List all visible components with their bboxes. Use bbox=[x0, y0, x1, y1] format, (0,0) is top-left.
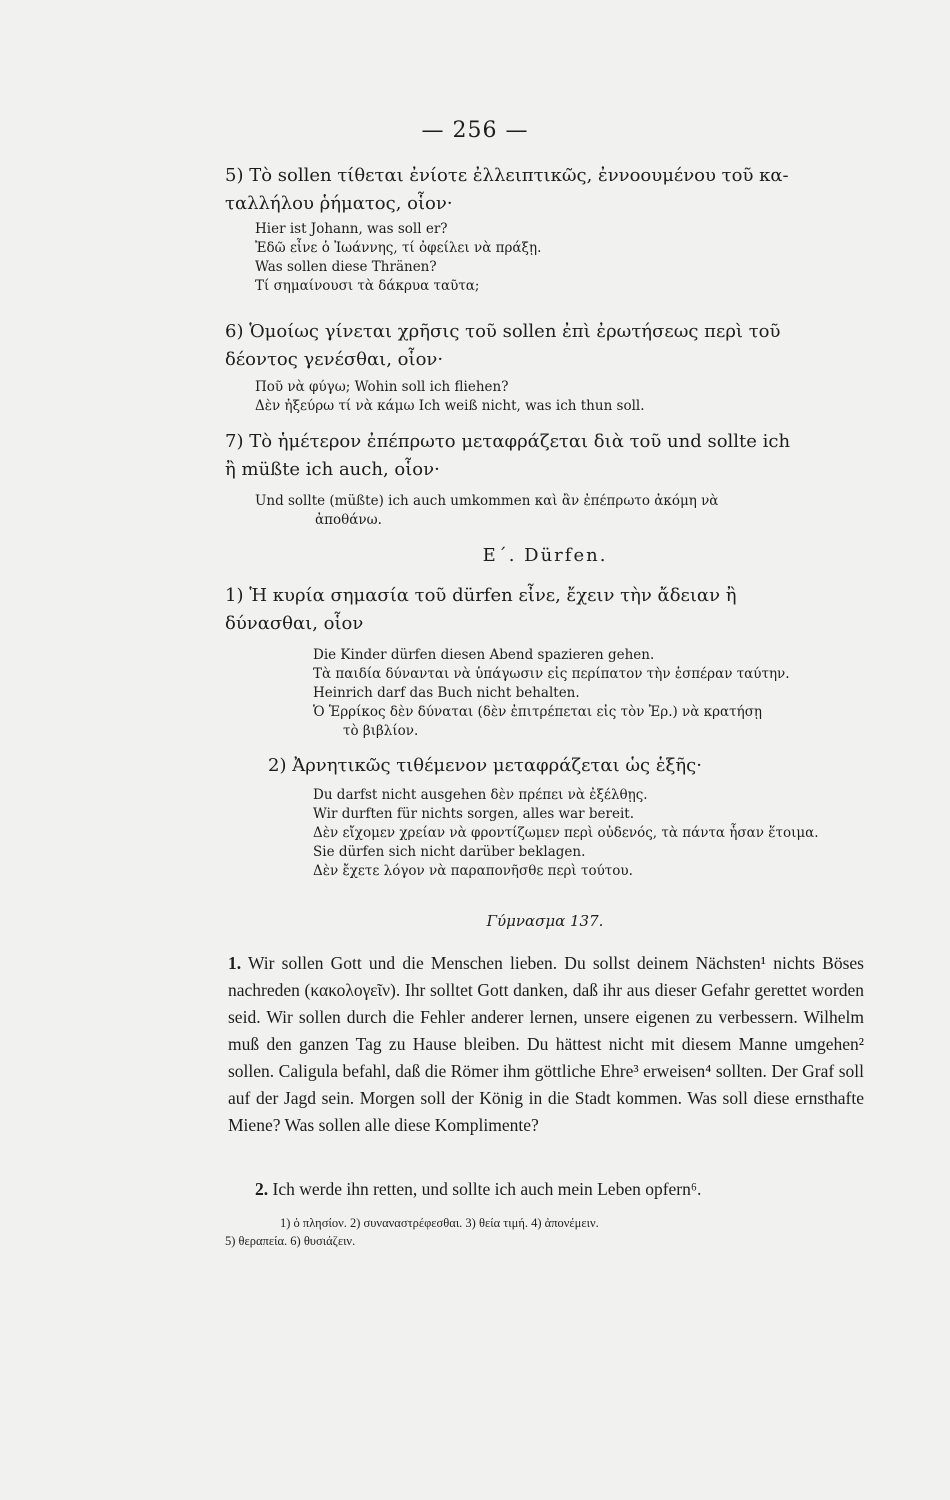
section-text-line: δύνασθαι, οἷον bbox=[225, 613, 364, 634]
example-line: Τὰ παιδία δύνανται νὰ ὑπάγωσιν εἰς περίπατον τὴν ἑσπέραν ταύτην. bbox=[313, 666, 790, 682]
durfen-section-2 bbox=[268, 752, 908, 780]
example-line: Die Kinder dürfen diesen Abend spazieren gehen. bbox=[313, 647, 655, 663]
section-text-line: δέοντος γενέσθαι, οἷον· bbox=[225, 349, 444, 370]
exercise-1 bbox=[228, 950, 864, 1139]
example-line: Und sollte (müßte) ich auch umkommen καὶ ἂν ἐπέπρωτο ἀκόμη νὰ bbox=[255, 493, 719, 509]
example-line: Ὁ Ἑρρίκος δὲν δύναται (δὲν ἐπιτρέπεται εἰς τὸν Ἐρ.) νὰ κρατήσῃ bbox=[313, 704, 763, 720]
section-text-line: ἢ müßte ich auch, οἷον· bbox=[225, 459, 440, 480]
footnote-line: 1) ὁ πλησίον. 2) συναναστρέφεσθαι. 3) θεία τιμή. 4) ἀπονέμειν. bbox=[280, 1216, 599, 1230]
section-text-line: 6) Ὁμοίως γίνεται χρῆσις τοῦ sollen ἐπὶ ἐρωτήσεως περὶ τοῦ bbox=[225, 321, 781, 342]
exercise-1-text: Wir sollen Gott und die Menschen lieben. Du sollst deinem Nächsten¹ nichts Böses nachreden (κακολογεῖν). Ihr solltet Gott danken, daß ihr aus dieser Gefahr gerettet worden seid. Wir sollen durch die Fehler anderer lernen, unsere eigenen zu verbessern. Wilhelm muß den ganzen Tag zu Hause bleiben. Du hättest nicht mit diesem Manne umgehen² sollen. Caligula befahl, daß die Römer ihm göttliche Ehre³ erweisen⁴ sollten. Der Graf soll auf der Jagd sein. Morgen soll der König in die Stadt kommen. Was soll diese ernsthafte Miene? Was sollen alle diese Komplimente? bbox=[228, 953, 864, 1135]
example-line: Sie dürfen sich nicht darüber beklagen. bbox=[313, 844, 586, 860]
example-line: Δὲν ἔχετε λόγον νὰ παραπονῆσθε περὶ τούτου. bbox=[313, 863, 633, 879]
exercise-2-text: Ich werde ihn retten, und sollte ich auch mein Leben opfern⁶. bbox=[272, 1179, 702, 1199]
footnote-line: 5) θεραπεία. 6) θυσιάζειν. bbox=[225, 1234, 356, 1248]
example-line: Wir durften für nichts sorgen, alles war bereit. bbox=[313, 806, 635, 822]
example-line: Ποῦ νὰ φύγω; Wohin soll ich fliehen? bbox=[255, 379, 509, 395]
section-text-line: ταλλήλου ῥήματος, οἷον· bbox=[225, 193, 453, 214]
section-text-line: 5) Τὸ sollen τίθεται ἐνίοτε ἐλλειπτικῶς, ἐννοουμένου τοῦ κα- bbox=[225, 165, 789, 186]
section-6-examples bbox=[225, 378, 895, 416]
durfen-section-1 bbox=[225, 582, 865, 638]
exercise-2-number: 2. bbox=[255, 1179, 269, 1199]
example-line: Τί σημαίνουσι τὰ δάκρυα ταῦτα; bbox=[255, 278, 480, 294]
example-line: Ἐδῶ εἶνε ὁ Ἰωάννης, τί ὀφείλει νὰ πράξῃ. bbox=[255, 240, 542, 256]
example-line: Heinrich darf das Buch nicht behalten. bbox=[313, 685, 580, 701]
page-number: — 256 — bbox=[421, 118, 529, 143]
section-text-line: 7) Τὸ ἡμέτερον ἐπέπρωτο μεταφράζεται διὰ τοῦ und sollte ich bbox=[225, 431, 791, 452]
example-line: Hier ist Johann, was soll er? bbox=[255, 221, 448, 237]
chapter-heading: Ε΄. Dürfen. bbox=[482, 545, 608, 566]
durfen-1-examples bbox=[225, 646, 950, 741]
section-text-line: 2) Ἀρνητικῶς τιθέμενον μεταφράζεται ὡς ἑξῆς· bbox=[268, 755, 702, 776]
example-line: τὸ βιβλίον. bbox=[343, 723, 419, 739]
exercise-2 bbox=[255, 1176, 865, 1203]
example-line: ἀποθάνω. bbox=[315, 512, 382, 528]
exercise-1-number: 1. bbox=[228, 953, 242, 973]
section-5-examples bbox=[225, 220, 895, 296]
example-line: Du darfst nicht ausgehen δὲν πρέπει νὰ ἐξέλθῃς. bbox=[313, 787, 648, 803]
section-7-examples bbox=[225, 492, 895, 530]
example-line: Δὲν εἴχομεν χρείαν νὰ φροντίζωμεν περὶ οὐδενός, τὰ πάντα ἦσαν ἕτοιμα. bbox=[313, 825, 819, 841]
section-6 bbox=[225, 318, 865, 374]
example-line: Δὲν ἠξεύρω τί νὰ κάμω Ich weiß nicht, was ich thun soll. bbox=[255, 398, 645, 414]
section-5 bbox=[225, 162, 865, 218]
section-7 bbox=[225, 428, 865, 484]
section-text-line: 1) Ἡ κυρία σημασία τοῦ dürfen εἶνε, ἔχειν τὴν ἄδειαν ἢ bbox=[225, 585, 737, 606]
footnotes bbox=[225, 1214, 865, 1250]
example-line: Was sollen diese Thränen? bbox=[255, 259, 437, 275]
durfen-2-examples bbox=[225, 786, 950, 881]
exercise-title: Γύμνασμα 137. bbox=[486, 912, 604, 930]
